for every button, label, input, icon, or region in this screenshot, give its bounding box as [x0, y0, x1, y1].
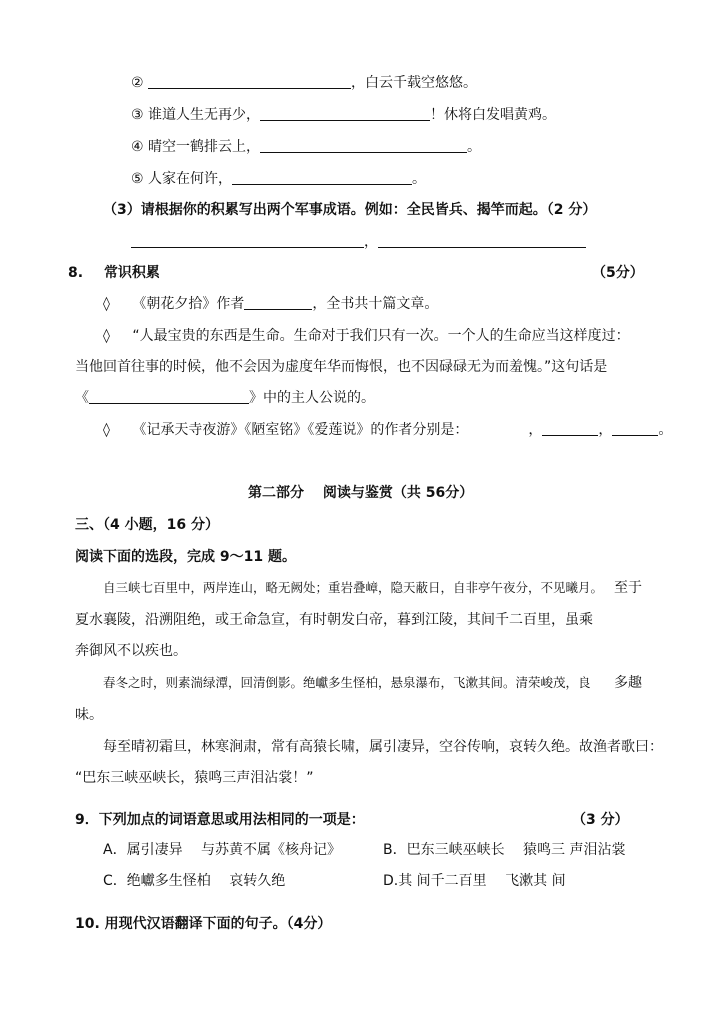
separator: 。: [658, 422, 673, 438]
question-title: 常识积累: [103, 265, 160, 281]
question-8-bullet-3: [103, 420, 672, 440]
question-8-heading: [68, 263, 160, 283]
answer-blank[interactable]: [542, 420, 598, 436]
section-3-title: 三、（4 小题，16 分）: [75, 517, 219, 533]
section-3-instruction: 阅读下面的选段，完成 9～11 题。: [75, 549, 296, 565]
bullet-icon: ◊: [103, 296, 110, 312]
answer-blank[interactable]: [260, 105, 430, 121]
answer-blank[interactable]: [260, 137, 467, 153]
question-3-label: （3）请根据你的积累写出两个军事成语。例如：全民皆兵、揭竿而起。（2 分）: [103, 202, 597, 218]
bullet-icon: ◊: [103, 422, 110, 438]
separator: ，: [364, 234, 378, 250]
bullet-text: 《朝花夕拾》作者: [132, 296, 245, 312]
passage-p1-line2: 夏水襄陵，沿溯阻绝，或王命急宣，有时朝发白帝，暮到江陵，其间千二百里，虽乘: [75, 612, 593, 628]
question-10-label: 10. 用现代汉语翻译下面的句子。（4分）: [75, 916, 332, 932]
bullet-text: 》中的主人公说的。: [249, 390, 375, 406]
separator: ，: [528, 422, 543, 438]
poem-text: ！休将白发唱黄鸡。: [430, 107, 557, 123]
question-9-score: （3 分）: [572, 812, 629, 828]
poem-text: 。: [412, 171, 427, 187]
passage-p2-line2: 味。: [75, 707, 103, 723]
quote-line-2: 当他回首往事的时候，他不会因为虚度年华而悔恨，也不因碌碌无为而羞愧。”这句话是: [75, 359, 608, 375]
question-3-answer-line: [131, 232, 586, 252]
answer-blank[interactable]: [232, 169, 412, 185]
passage-p3-line1: 每至晴初霜旦，林寒涧肃，常有高猿长啸，属引凄异，空谷传响，哀转久绝。故渔者歌曰：: [103, 739, 663, 755]
question-9-option-b[interactable]: B．巴东三峡巫峡长 猿鸣三 声泪沾裳: [383, 842, 626, 858]
question-9-option-a[interactable]: A．属引凄异 与苏黄不属《核舟记》: [103, 842, 342, 858]
answer-blank[interactable]: [89, 388, 249, 404]
poem-item-3: [131, 105, 556, 125]
poem-text: 谁道人生无再少，: [148, 107, 261, 123]
bullet-text: ，全书共十篇文章。: [312, 296, 439, 312]
bullet-text: “人最宝贵的东西是生命。生命对于我们只有一次。一个人的生命应当这样度过：: [132, 328, 630, 344]
poem-text: 人家在何许，: [148, 171, 233, 187]
question-number: 8.: [68, 265, 84, 281]
answer-blank[interactable]: [244, 294, 312, 310]
bullet-text: 《记承天寺夜游》《陋室铭》《爱莲说》的作者分别是：: [132, 422, 469, 438]
poem-item-2: [131, 73, 477, 93]
item-number: ④: [131, 139, 144, 155]
question-9-label: 9．下列加点的词语意思或用法相同的一项是：: [75, 812, 365, 828]
book-bracket: 《: [75, 390, 89, 406]
poem-text: 晴空一鹤排云上，: [148, 139, 261, 155]
answer-blank[interactable]: [378, 232, 586, 248]
separator: ，: [598, 422, 613, 438]
bullet-icon: ◊: [103, 328, 110, 344]
passage-text: 自三峡七百里中，两岸连山，略无阙处；重岩叠嶂，隐天蔽日，自非亭午夜分，不见曦月。: [103, 580, 604, 595]
passage-p1-line1: [103, 578, 603, 598]
passage-p1-line1-tail: 至于: [614, 580, 642, 596]
passage-p1-line3: 奔御风不以疾也。: [75, 643, 187, 659]
question-9-option-d[interactable]: D.其 间千二百里 飞漱其 间: [383, 873, 566, 889]
poem-item-5: [131, 169, 426, 189]
answer-blank[interactable]: [148, 73, 351, 89]
passage-p3-line2: “巴东三峡巫峡长，猿鸣三声泪沾裳！”: [75, 770, 314, 786]
passage-p2-line1: 春冬之时，则素湍绿潭，回清倒影。绝巘多生怪柏，悬泉瀑布，飞漱其间。清荣峻茂，良: [103, 675, 591, 690]
item-number: ⑤: [131, 171, 144, 187]
passage-p2-line1-tail: 多趣: [614, 675, 642, 691]
part-2-title: 第二部分 阅读与鉴赏（共 56分）: [248, 485, 474, 501]
question-8-bullet-1: [103, 294, 438, 314]
answer-blank[interactable]: [612, 420, 658, 436]
poem-text: 。: [467, 139, 482, 155]
question-8-bullet-2: [103, 326, 630, 346]
question-8-score: （5分）: [592, 265, 644, 281]
answer-blank[interactable]: [131, 232, 364, 248]
item-number: ②: [131, 75, 144, 91]
poem-text: ，白云千载空悠悠。: [351, 75, 478, 91]
item-number: ③: [131, 107, 144, 123]
quote-line-3: [75, 388, 375, 408]
poem-item-4: [131, 137, 481, 157]
question-9-option-c[interactable]: C．绝巘多生怪柏 哀转久绝: [103, 873, 286, 889]
